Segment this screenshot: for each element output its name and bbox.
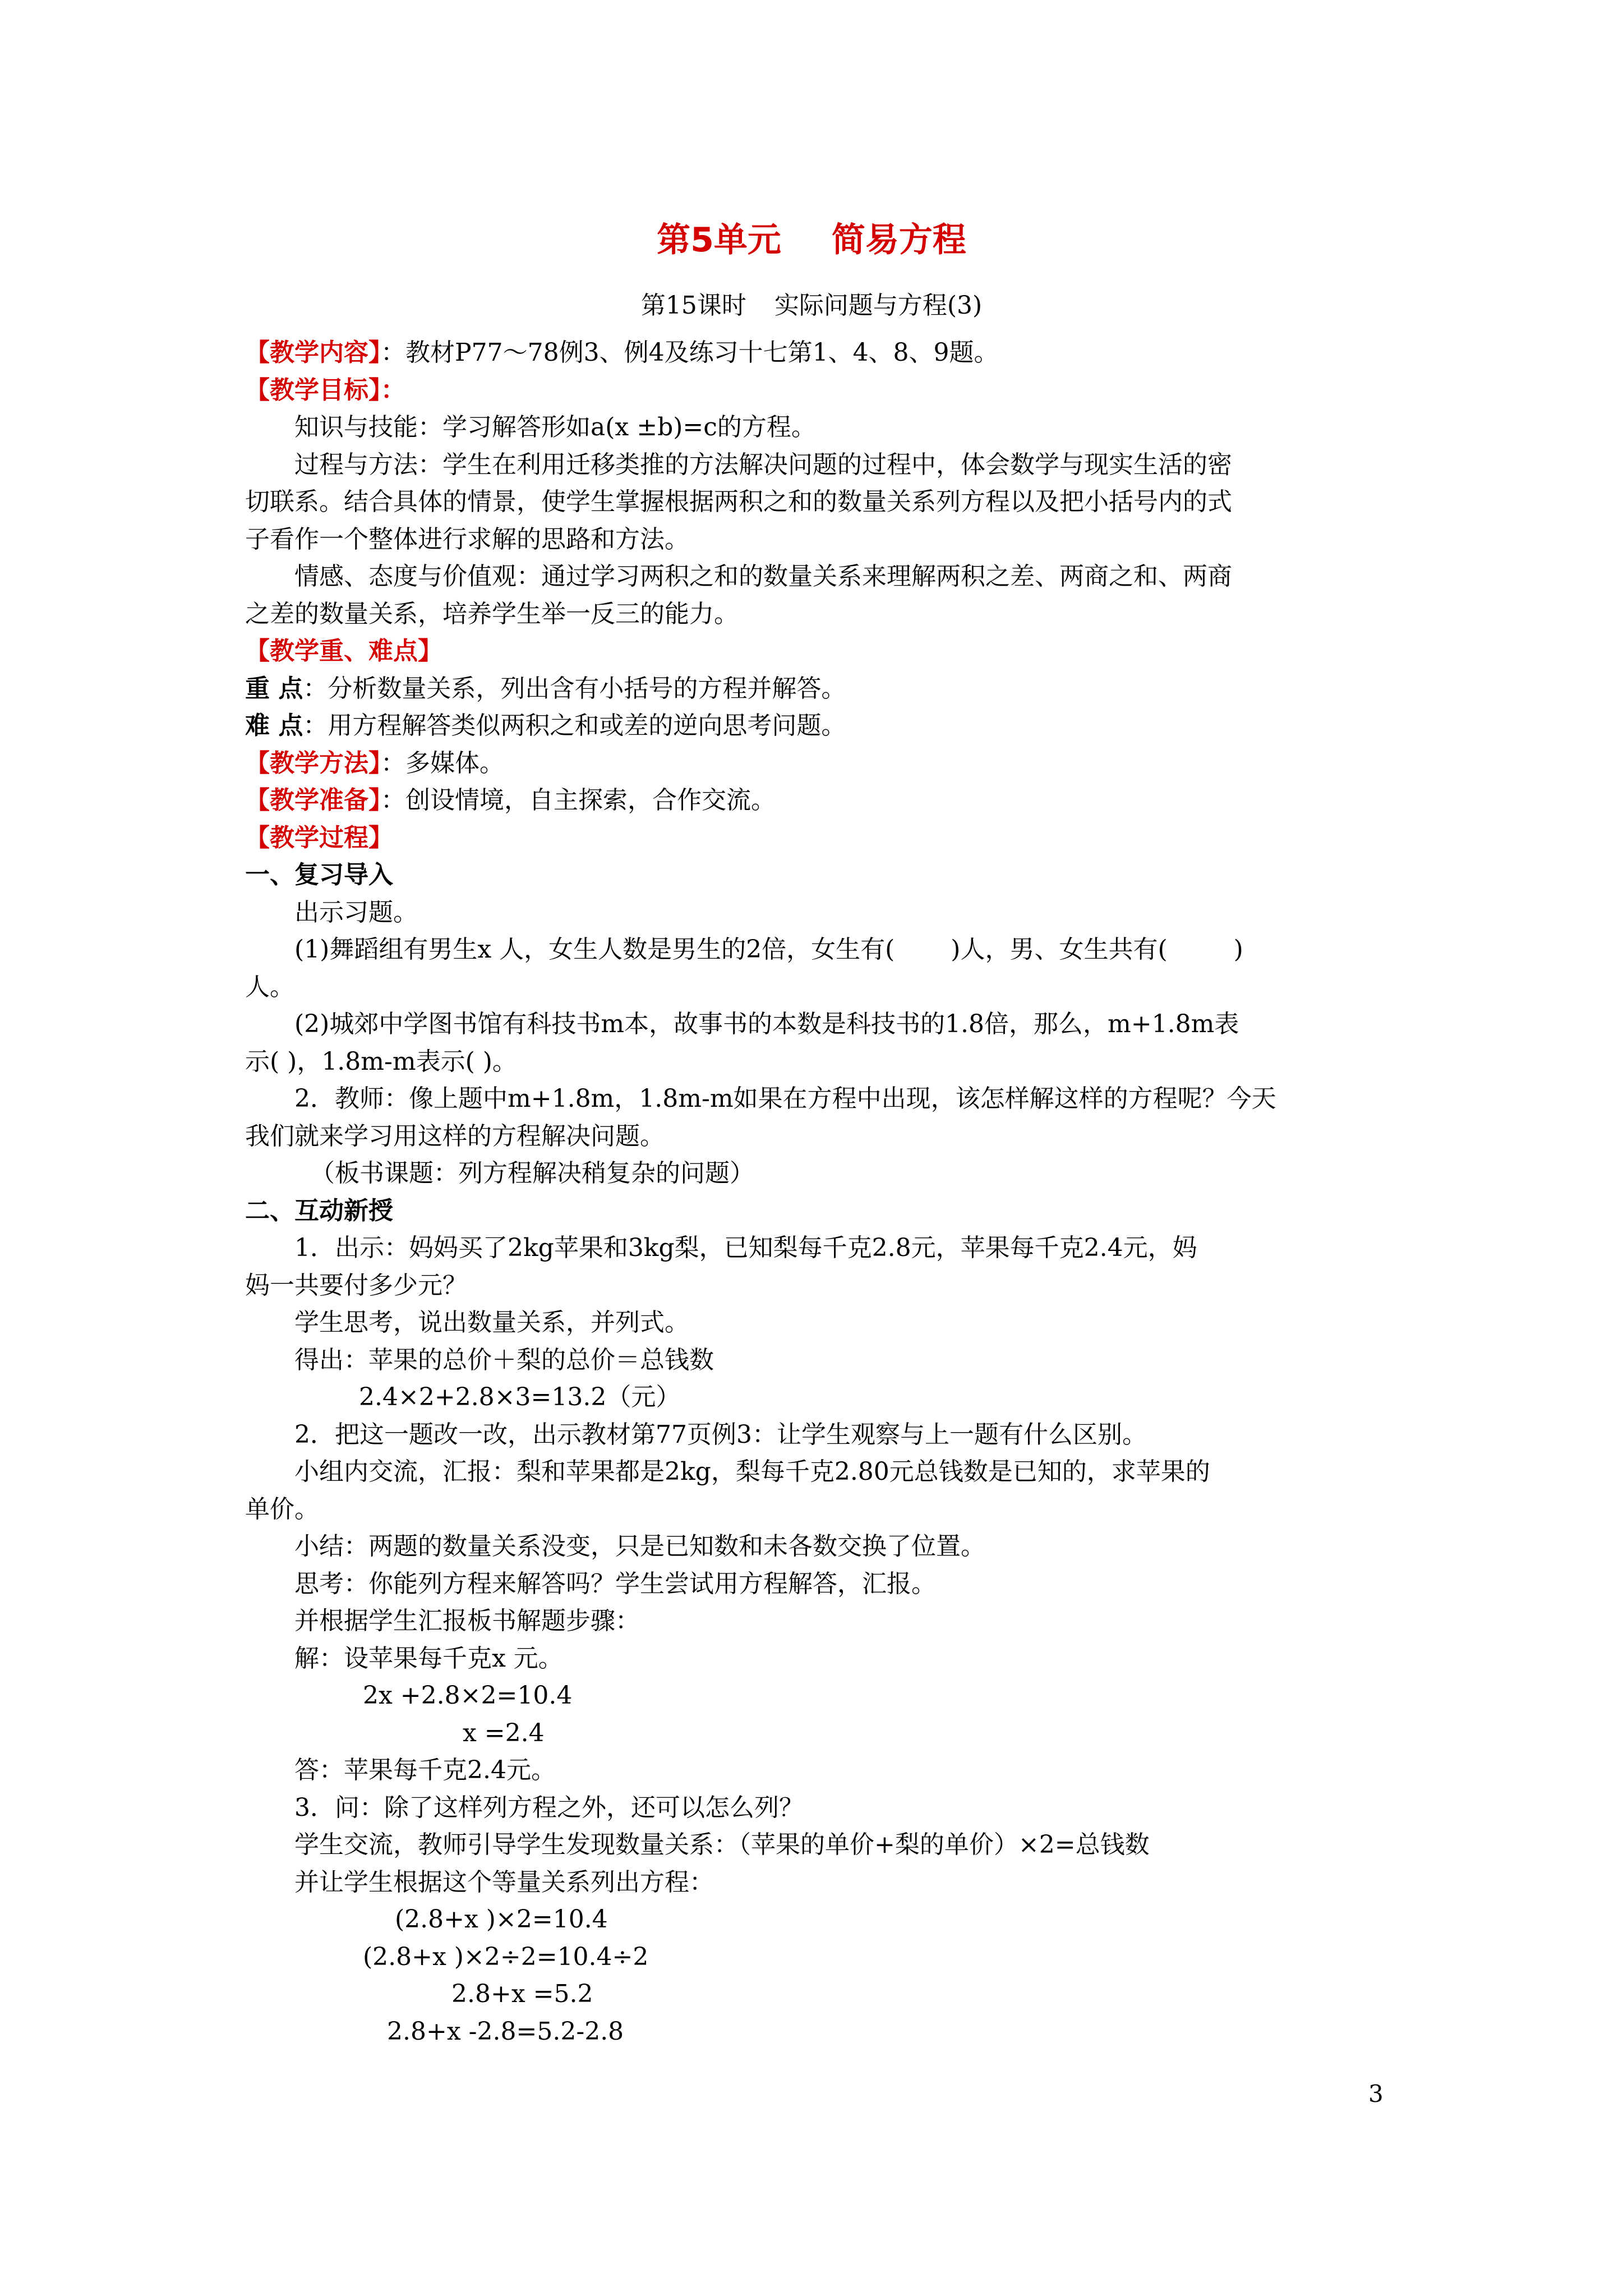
lesson-title-part2: 实际问题与方程(3): [774, 291, 983, 320]
paragraph: 小结：两题的数量关系没变，只是已知数和未各数交换了位置。: [294, 1532, 985, 1561]
paragraph: 解：设苹果每千克x 元。: [294, 1644, 563, 1673]
exercise-1-c: ): [1233, 935, 1243, 964]
equation: (2.8+x )×2÷2=10.4÷2: [363, 1942, 649, 1971]
hard-point-label: 难 点: [245, 711, 303, 740]
paragraph: (2)城郊中学图书馆有科技书m本，故事书的本数是科技书的1.8倍，那么，m+1.8m表: [294, 1010, 1239, 1038]
goal-process-3: 子看作一个整体进行求解的思路和方法。: [245, 524, 689, 554]
prep-line: [245, 782, 1389, 820]
key-label: 【教学重、难点】: [245, 637, 442, 665]
hard-point-text: ：用方程解答类似两积之和或差的逆向思考问题。: [303, 711, 846, 740]
paragraph: 学生思考，说出数量关系，并列式。: [294, 1308, 689, 1337]
key-point-line: [245, 670, 1389, 708]
content-label: 【教学内容】: [245, 338, 381, 367]
lesson-title-part1: 第15课时: [640, 291, 746, 320]
paragraph: 单价。: [245, 1494, 319, 1524]
equation: x =2.4: [463, 1718, 545, 1747]
equation: (2.8+x )×2=10.4: [395, 1905, 608, 1934]
paragraph: 学生交流，教师引导学生发现数量关系：（苹果的单价+梨的单价）×2=总钱数: [294, 1830, 1150, 1859]
paragraph: 妈一共要付多少元？: [245, 1271, 467, 1300]
exercise-1-line: [245, 931, 1389, 969]
section-new-lesson: 二、互动新授: [245, 1196, 393, 1225]
content-line: [245, 334, 1389, 372]
paragraph: 并根据学生汇报板书解题步骤：: [294, 1607, 640, 1635]
lesson-title: [0, 285, 1623, 321]
page-number: 3: [1368, 2080, 1384, 2108]
goal-attitude-2: 之差的数量关系，培养学生举一反三的能力。: [245, 599, 739, 628]
section-review: 一、复习导入: [245, 861, 393, 889]
paragraph: 1．出示：妈妈买了2kg苹果和3kg梨，已知梨每千克2.8元，苹果每千克2.4元，妈: [294, 1234, 1197, 1262]
goal-skills: 知识与技能：学习解答形如a(x ±b)=c的方程。: [294, 413, 816, 441]
key-point-text: ：分析数量关系，列出含有小括号的方程并解答。: [303, 674, 846, 703]
method-label: 【教学方法】: [245, 748, 381, 777]
paragraph: 出示习题。: [294, 898, 418, 927]
goals-label: 【教学目标】: [245, 375, 381, 404]
paragraph: 3．问：除了这样列方程之外，还可以怎么列？: [294, 1793, 804, 1822]
unit-title-part2: 简易方程: [831, 220, 966, 260]
paragraph: 人。: [245, 972, 294, 1001]
paragraph: 2．把这一题改一改，出示教材第77页例3：让学生观察与上一题有什么区别。: [294, 1420, 1147, 1449]
prep-text: ：创设情境，自主探索，合作交流。: [381, 786, 776, 815]
goals-colon: ：: [381, 375, 405, 404]
paragraph: 答：苹果每千克2.4元。: [294, 1756, 556, 1784]
goal-attitude-1: 情感、态度与价值观：通过学习两积之和的数量关系来理解两积之差、两商之和、两商: [294, 562, 1232, 591]
paragraph: 我们就来学习用这样的方程解决问题。: [245, 1121, 665, 1151]
unit-title: [0, 213, 1623, 261]
paragraph: 得出：苹果的总价＋梨的总价＝总钱数: [294, 1345, 714, 1374]
equation: 2.8+x =5.2: [451, 1980, 593, 2008]
process-heading: [245, 820, 1389, 857]
key-point-label: 重 点: [245, 674, 303, 703]
hard-point-line: [245, 707, 1389, 745]
equation: 2x +2.8×2=10.4: [363, 1681, 573, 1710]
paragraph: 示( )，1.8m-m表示( )。: [245, 1047, 517, 1076]
unit-title-part1: 第5单元: [657, 220, 781, 260]
equation: 2.8+x -2.8=5.2-2.8: [387, 2017, 624, 2046]
paragraph: 小组内交流，汇报：梨和苹果都是2kg，梨每千克2.80元总钱数是已知的，求苹果的: [294, 1457, 1210, 1486]
goals-heading: [245, 372, 1389, 409]
content-text: ：教材P77～78例3、例4及练习十七第1、4、8、9题。: [381, 338, 999, 367]
goal-process-1: 过程与方法：学生在利用迁移类推的方法解决问题的过程中，体会数学与现实生活的密: [294, 450, 1232, 479]
paragraph: 并让学生根据这个等量关系列出方程：: [294, 1867, 714, 1897]
document-body: [245, 334, 1389, 2050]
goal-process-2: 切联系。结合具体的情景，使学生掌握根据两积之和的数量关系列方程以及把小括号内的式: [245, 487, 1232, 516]
paragraph: 2．教师：像上题中m+1.8m，1.8m-m如果在方程中出现，该怎样解这样的方程呢？今天: [294, 1084, 1276, 1113]
exercise-1-b: )人，男、女生共有(: [951, 935, 1168, 964]
equation: 2.4×2+2.8×3=13.2（元）: [359, 1383, 681, 1411]
prep-label: 【教学准备】: [245, 786, 381, 815]
method-line: [245, 745, 1389, 783]
paragraph: 思考：你能列方程来解答吗？学生尝试用方程解答，汇报。: [294, 1569, 936, 1598]
exercise-1-a: (1)舞蹈组有男生x 人，女生人数是男生的2倍，女生有(: [294, 935, 895, 964]
key-heading: [245, 633, 1389, 670]
process-label: 【教学过程】: [245, 823, 393, 852]
method-text: ：多媒体。: [381, 748, 504, 777]
paragraph: （板书课题：列方程解决稍复杂的问题）: [310, 1159, 754, 1188]
